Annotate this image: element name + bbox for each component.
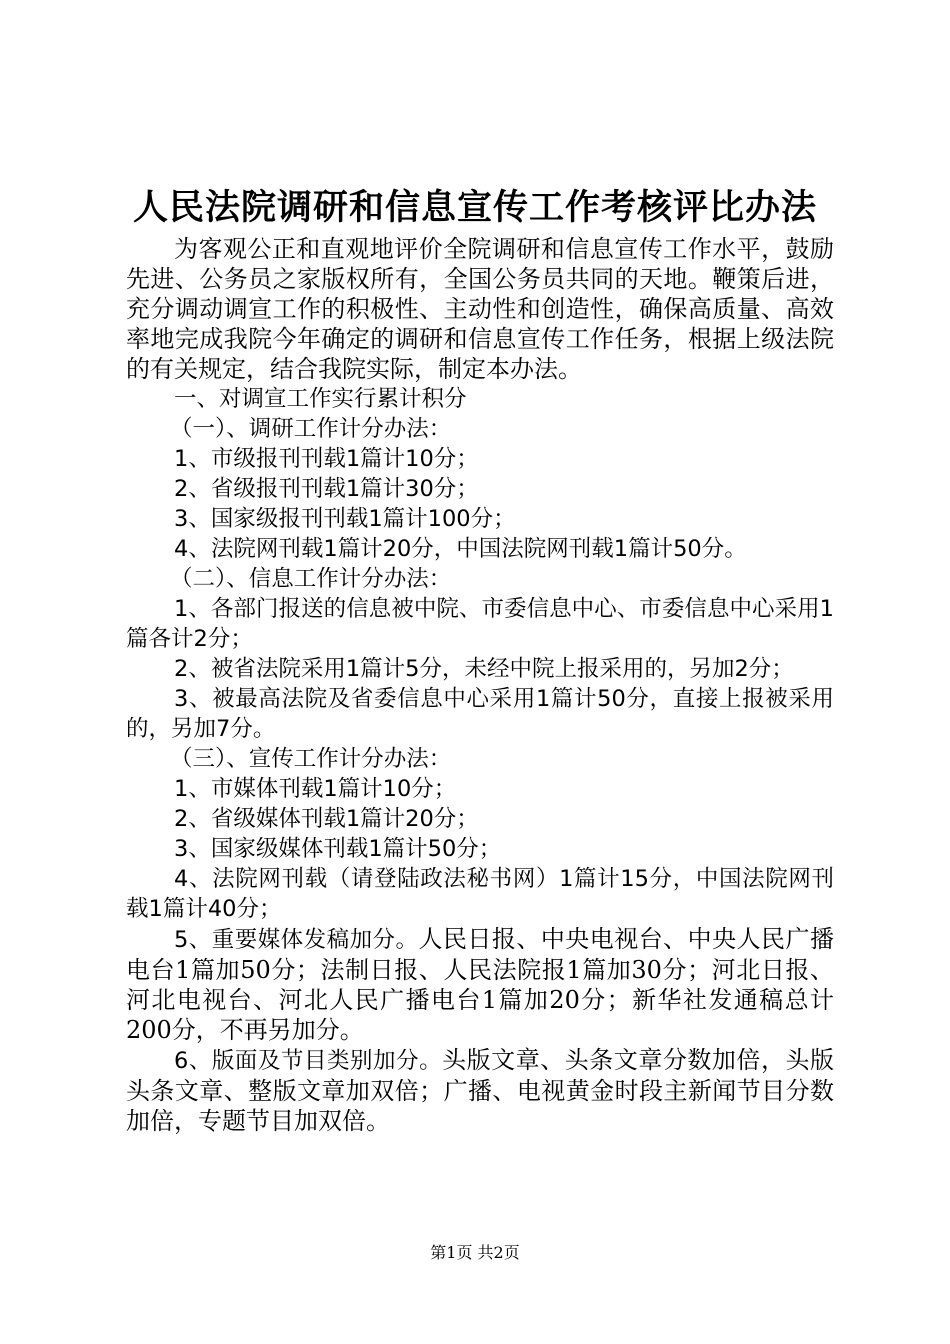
section-heading-1: 一、对调宣工作实行累计积分	[174, 386, 467, 412]
info-heading: （二）、信息工作计分办法：	[170, 566, 452, 592]
publicity-item: 3、国家级媒体刊载1篇计50分；	[174, 836, 502, 862]
research-item: 1、市级报刊刊载1篇计10分；	[174, 446, 479, 472]
publicity-item: 1、市媒体刊载1篇计10分；	[174, 776, 457, 802]
document-body	[126, 234, 834, 1136]
research-item: 2、省级报刊刊载1篇计30分；	[174, 476, 479, 502]
info-item: 1、各部门报送的信息被中院、市委信息中心、市委信息中心采用1篇各计2分；	[126, 596, 834, 652]
research-item: 4、法院网刊载1篇计20分，中国法院网刊载1篇计50分。	[174, 536, 747, 562]
page-footer: 第1页 共2页	[430, 1243, 520, 1262]
publicity-item-6	[126, 1045, 834, 1136]
info-item: 2、被省法院采用1篇计5分，未经中院上报采用的，另加2分；	[174, 656, 794, 682]
intro-paragraph: 为客观公正和直观地评价全院调研和信息宣传工作水平，鼓励先进、公务员之家版权所有，全国公务员共同的天地。鞭策后进，充分调动调宣工作的积极性、主动性和创造性，确保高质量、高效率地完成我院今年确定的调研和信息宣传工作任务，根据上级法院的有关规定，结合我院实际，制定本办法。	[126, 235, 834, 383]
info-item: 3、被最高法院及省委信息中心采用1篇计50分，直接上报被采用的，另加7分。	[126, 686, 834, 742]
document-title: 人民法院调研和信息宣传工作考核评比办法	[132, 187, 817, 228]
research-heading: （一）、调研工作计分办法：	[170, 416, 452, 442]
item-body-text: 头版文章、头条文章分数加倍，头版头条文章、整版文章加双倍；广播、电视黄金时段主新闻节目分数加倍，专题节目加双倍。	[126, 1046, 834, 1135]
item-lead-text: 6、版面及节目类别加分。	[174, 1048, 443, 1074]
publicity-item: 2、省级媒体刊载1篇计20分；	[174, 806, 479, 832]
research-item: 3、国家级报刊刊载1篇计100分；	[174, 506, 516, 532]
publicity-item-5	[126, 924, 834, 1045]
publicity-item: 4、法院网刊载（请登陆政法秘书网）1篇计15分，中国法院网刊载1篇计40分；	[126, 866, 834, 922]
item-lead-text: 5、重要媒体发稿加分。	[174, 927, 419, 953]
item-body-text: 人民日报、中央电视台、中央人民广播电台1篇加50分；法制日报、人民法院报1篇加30分；河北日报、河北电视台、河北人民广播电台1篇加20分；新华社发通稿总计200分，不再另加分。	[126, 925, 834, 1044]
publicity-heading: （三）、宣传工作计分办法：	[170, 746, 452, 772]
